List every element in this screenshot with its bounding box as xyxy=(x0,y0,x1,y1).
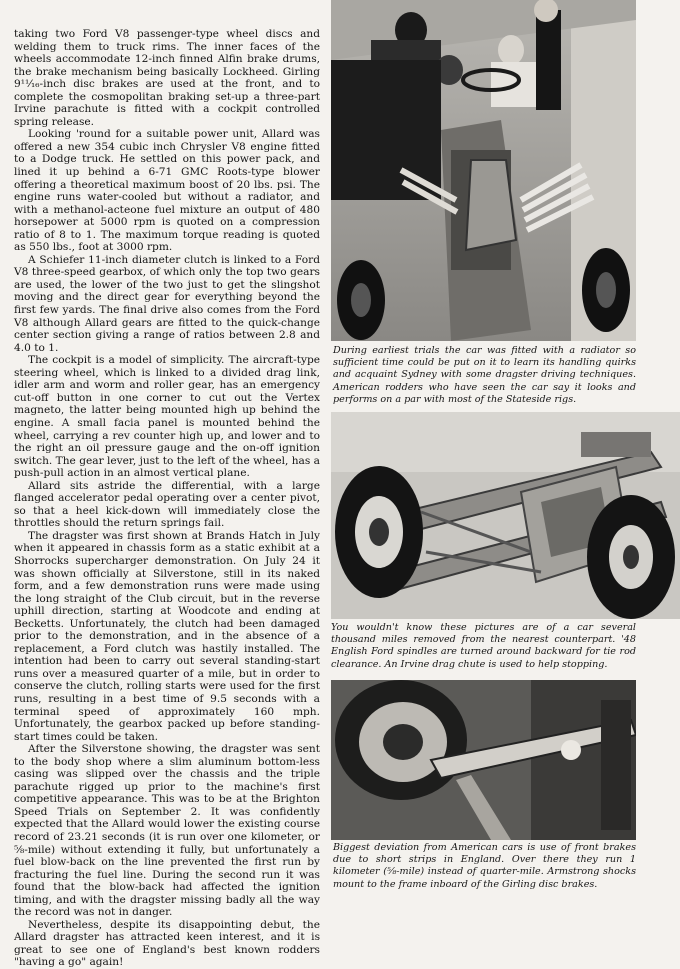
photo-chassis-side xyxy=(331,412,680,619)
article-paragraph: Looking 'round for a suitable power unit, Allard was offered a new 354 cubic inch Chrysler V8 engine fitted to a Dodge truck. He settled on this power pack, and lined it up behind a 6-71 GMC Roots-type blower offering a theoretical maximum boost of 20 lbs. psi. The engine runs water-cooled but without a radiator, and with a methanol-acteone fuel mixture an output of 480 horsepower at 5000 rpm is quoted on a compression ratio of 8 to 1. The maximum torque reading is quoted as 550 lbs., foot at 3000 rpm. xyxy=(14,128,320,254)
article-paragraph: After the Silverstone showing, the dragster was sent to the body shop where a slim aluminum bottom-less casing was slipped over the chassis and the triple parachute rigged up prior to the machine's first competitive appearance. This was to be at the Brighton Speed Trials on September 2. It was confidently expected that the Allard would lower the existing course record of 23.21 seconds (it is run over one kilometer, or ⅝-mile) without extending it fully, but unfortunately a fuel blow-back on the line prevented the first run by fracturing the fuel line. During the second run it was found that the blow-back had affected the ignition timing, and with the dragster missing badly all the way the record was not in danger. xyxy=(14,743,320,919)
photo-dragster-trials xyxy=(331,0,636,341)
photo-front-brakes xyxy=(331,680,636,840)
article-paragraph: Allard sits astride the differential, with a large flanged accelerator pedal operating over a center pivot, so that a heel kick-down will immediately close the throttles should the return springs fail. xyxy=(14,479,320,530)
article-paragraph: The dragster was first shown at Brands Hatch in July when it appeared in chassis form as a static exhibit at a Shorrocks supercharger demonstration. On July 24 it was shown officially at Silverstone, still in its naked form, and a few demonstration runs were made using the long straight of the Club circuit, but in the reverse uphill direction, starting at Woodcote and ending at Becketts. Unfortunately, the clutch had been damaged prior to the demonstration, and in the absence of a replacement, a Ford clutch was hastily installed. The intention had been to carry out several standing-start runs over a measured quarter of a mile, but in order to conserve the clutch, rolling starts were used for the first runs, resulting in a best time of 9.5 seconds with a terminal speed of approximately 160 mph. Unfortunately, the gearbox packed up before standing-start times could be taken. xyxy=(14,529,320,743)
article-paragraph: The cockpit is a model of simplicity. The aircraft-type steering wheel, which is linked to a divided drag link, idler arm and worm and roller gear, has an emergency cut-off button in one corner to cut out the Vertex magneto, the latter being mounted high up behind the engine. A small facia panel is mounted behind the wheel, carrying a rev counter high up, and lower and to the right an oil pressure gauge and the on-off ignition switch. The gear lever, just to the left of the wheel, has a push-pull action in an almost vertical plane. xyxy=(14,354,320,480)
article-text-column xyxy=(14,28,320,969)
article-paragraph: Nevertheless, despite its disappointing debut, the Allard dragster has attracted keen interest, and it is great to see one of England's best known rodders "having a go" again! xyxy=(14,918,320,969)
article-paragraph: A Schiefer 11-inch diameter clutch is linked to a Ford V8 three-speed gearbox, of which only the top two gears are used, the lower of the two just to get the slingshot moving and the direct gear for everything beyond the first few yards. The final drive also comes from the Ford V8 although Allard gears are fitted to the quick-change center section giving a range of ratios between 2.8 and 4.0 to 1. xyxy=(14,253,320,354)
photo-caption: You wouldn't know these pictures are of a car several thousand miles removed from the nearest counterpart. '48 English Ford spindles are turned around backward for tie rod clearance. An Irvine drag chute is used to help stopping. xyxy=(331,622,636,670)
photo-caption: Biggest deviation from American cars is use of front brakes due to short strips in England. Over there they run 1 kilometer (⅝-mile) instead of quarter-mile. Armstrong shocks mount to the frame inboard of the Girling disc brakes. xyxy=(333,842,636,890)
photo-caption: During earliest trials the car was fitted with a radiator so sufficient time could be put on it to learn its handling quirks and acquaint Sydney with some dragster driving techniques. American rodders who have seen the car say it looks and performs on a par with most of the Stateside rigs. xyxy=(333,345,636,405)
article-paragraph: taking two Ford V8 passenger-type wheel discs and welding them to truck rims. The inner faces of the wheels accommodate 12-inch finned Alfin brake drums, the brake mechanism being basically Lockheed. Girling 9¹¹⁄₁₆-inch disc brakes are used at the front, and to complete the cosmopolitan braking set-up a three-part Irvine parachute is fitted with a cockpit controlled spring release. xyxy=(14,28,320,128)
